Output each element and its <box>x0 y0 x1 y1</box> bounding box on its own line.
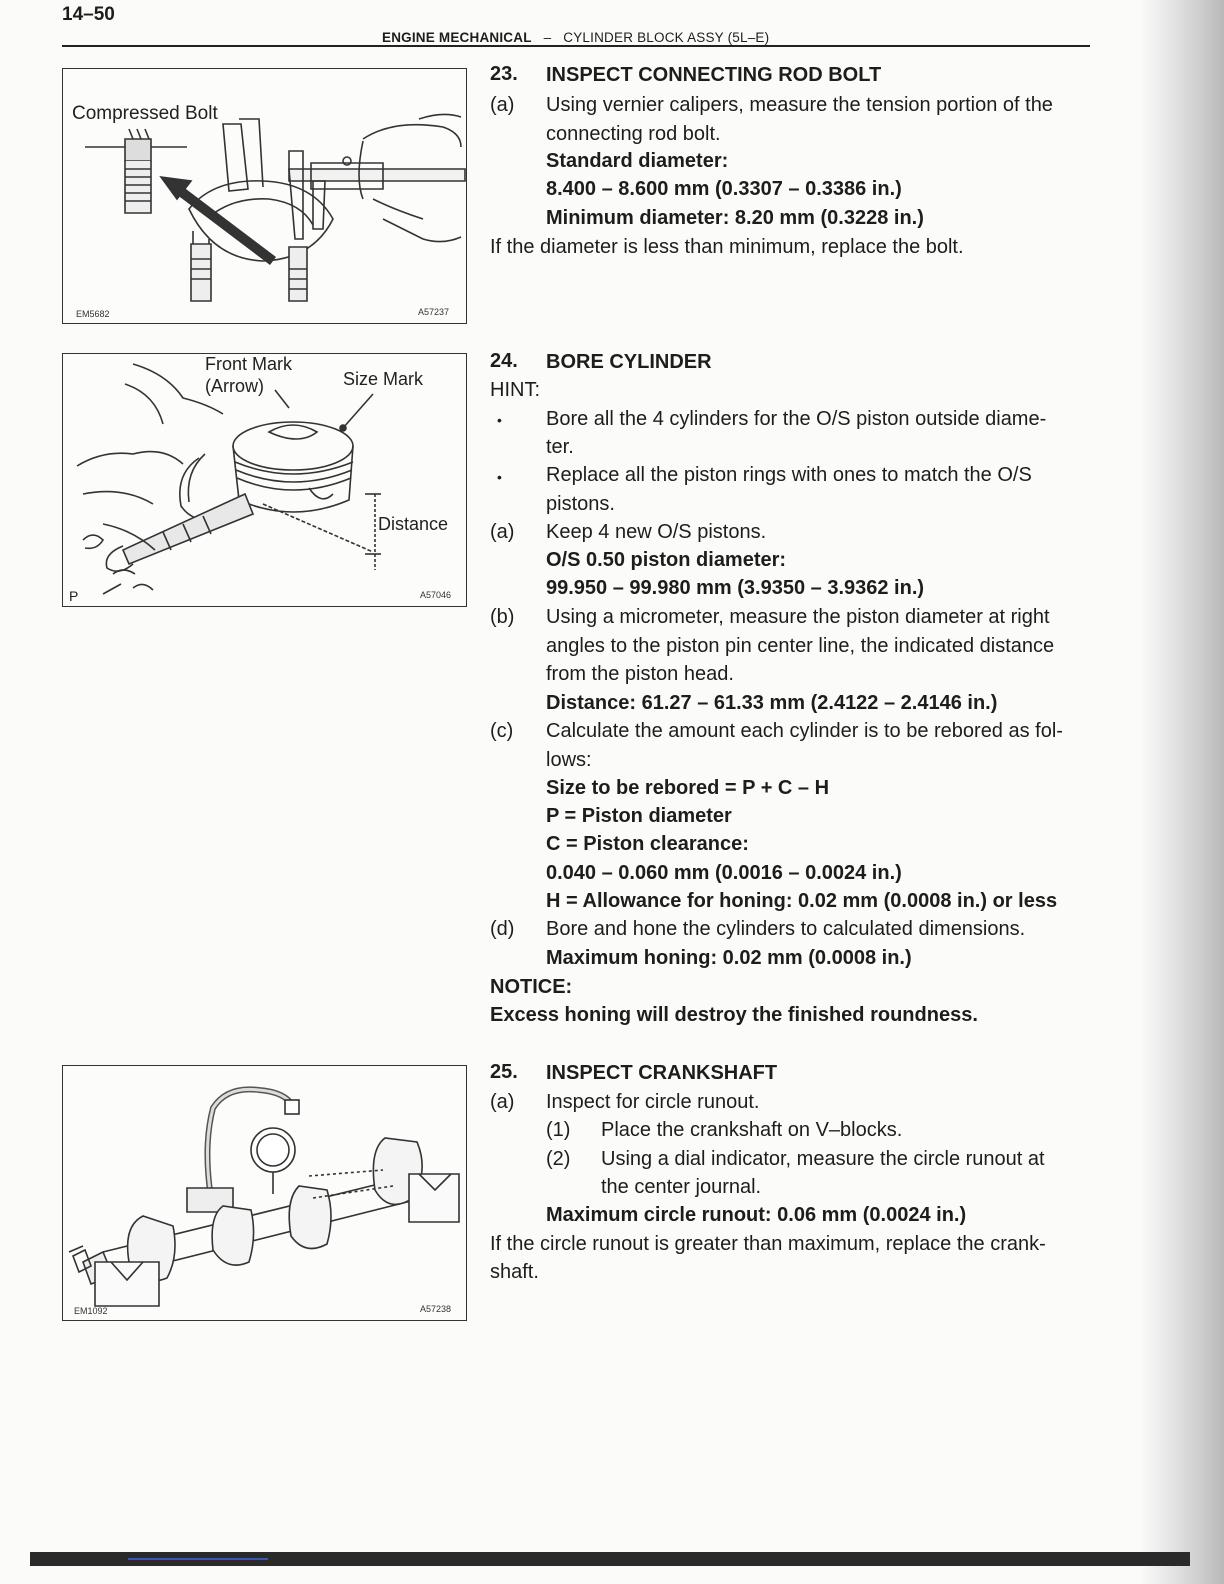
step-24-h-definition: H = Allowance for honing: 0.02 mm (0.0008 in.) or less <box>546 890 1058 912</box>
step-25-sub-1-text: Place the crankshaft on V–blocks. <box>601 1119 903 1141</box>
step-23-standard-label: Standard diameter: <box>546 150 729 172</box>
step-25-note-line-1: If the circle runout is greater than maximum, replace the crank- <box>490 1233 1046 1255</box>
step-24-hint: HINT: <box>490 379 540 401</box>
figure-connecting-rod-bolt <box>62 68 467 324</box>
step-24-os-label: O/S 0.50 piston diameter: <box>546 549 787 571</box>
step-23-a-line-1: Using vernier calipers, measure the tension portion of the <box>546 94 1053 116</box>
step-24-c-definition: C = Piston clearance: <box>546 833 749 855</box>
step-23-minimum-value: Minimum diameter: 8.20 mm (0.3228 in.) <box>546 207 924 229</box>
step-24-b-line-2: angles to the piston pin center line, the indicated distance <box>546 635 1055 657</box>
step-25-title: INSPECT CRANKSHAFT <box>546 1062 778 1084</box>
figure-label-p: P <box>69 588 79 604</box>
header-separator: – <box>543 30 552 45</box>
step-24-d-line-1: Bore and hone the cylinders to calculated dimensions. <box>546 918 1026 940</box>
step-25-sub-1-marker: (1) <box>546 1119 571 1141</box>
step-24-distance-value: Distance: 61.27 – 61.33 mm (2.4122 – 2.4146 in.) <box>546 692 998 714</box>
step-23-title: INSPECT CONNECTING ROD BOLT <box>546 64 882 86</box>
figure-code-left: EM1092 <box>74 1306 108 1316</box>
step-24-bullet-1-line-1: Bore all the 4 cylinders for the O/S piston outside diame- <box>546 408 1047 430</box>
header-subsection: CYLINDER BLOCK ASSY (5L–E) <box>563 30 770 45</box>
figure-code-left: EM5682 <box>76 309 110 319</box>
step-24-number: 24. <box>490 350 518 372</box>
step-23-a-line-2: connecting rod bolt. <box>546 123 721 145</box>
step-24-c-line-2: lows: <box>546 749 592 771</box>
step-23-number: 23. <box>490 63 518 85</box>
step-25-a-line-1: Inspect for circle runout. <box>546 1091 760 1113</box>
step-24-b-line-3: from the piston head. <box>546 663 734 685</box>
step-24-title: BORE CYLINDER <box>546 351 712 373</box>
step-25-number: 25. <box>490 1061 518 1083</box>
step-23-note: If the diameter is less than minimum, replace the bolt. <box>490 236 964 258</box>
step-25-sub-2-line-1: Using a dial indicator, measure the circle runout at <box>601 1148 1045 1170</box>
step-24-notice-text: Excess honing will destroy the finished roundness. <box>490 1004 978 1026</box>
figure-label-distance: Distance <box>378 514 449 534</box>
figure-label-compressed-bolt: Compressed Bolt <box>72 103 218 124</box>
page-header <box>382 30 769 45</box>
figure-code-right: A57238 <box>420 1304 452 1314</box>
step-24-p-definition: P = Piston diameter <box>546 805 732 827</box>
step-23-a-marker: (a) <box>490 94 515 116</box>
page-number: 14–50 <box>62 4 115 25</box>
figure-bore-cylinder <box>62 353 467 607</box>
step-24-c-value: 0.040 – 0.060 mm (0.0016 – 0.0024 in.) <box>546 862 902 884</box>
step-24-notice-label: NOTICE: <box>490 976 573 998</box>
step-24-max-honing: Maximum honing: 0.02 mm (0.0008 in.) <box>546 947 912 969</box>
step-24-c-marker: (c) <box>490 720 514 742</box>
step-24-bullet-2-line-1: Replace all the piston rings with ones to match the O/S <box>546 464 1032 486</box>
step-24-c-line-1: Calculate the amount each cylinder is to be rebored as fol- <box>546 720 1063 742</box>
figure-label-size-mark: Size Mark <box>343 369 424 389</box>
crankshaft-dial-indicator-illustration <box>63 1066 466 1320</box>
step-25-note-line-2: shaft. <box>490 1261 539 1283</box>
step-23-standard-value: 8.400 – 8.600 mm (0.3307 – 0.3386 in.) <box>546 178 902 200</box>
step-24-a-line-1: Keep 4 new O/S pistons. <box>546 521 767 543</box>
bullet-icon: • <box>497 412 502 428</box>
step-25-sub-2-line-2: the center journal. <box>601 1176 762 1198</box>
step-25-a-marker: (a) <box>490 1091 515 1113</box>
figure-code-right: A57237 <box>418 307 450 317</box>
step-25-sub-2-marker: (2) <box>546 1148 571 1170</box>
step-24-formula: Size to be rebored = P + C – H <box>546 777 830 799</box>
figure-inspect-crankshaft <box>62 1065 467 1321</box>
piston-micrometer-illustration <box>63 354 466 606</box>
header-rule <box>62 45 1090 47</box>
step-24-b-marker: (b) <box>490 606 515 628</box>
bottom-link-mark <box>128 1558 268 1560</box>
figure-code-right: A57046 <box>420 590 452 600</box>
step-25-max-runout: Maximum circle runout: 0.06 mm (0.0024 in.) <box>546 1204 967 1226</box>
header-section: ENGINE MECHANICAL <box>382 30 532 45</box>
step-24-bullet-1-line-2: ter. <box>546 436 574 458</box>
bullet-icon: • <box>497 469 502 485</box>
figure-label-front-mark: Front Mark <box>205 354 293 374</box>
step-24-d-marker: (d) <box>490 918 515 940</box>
step-24-a-marker: (a) <box>490 521 515 543</box>
step-24-os-value: 99.950 – 99.980 mm (3.9350 – 3.9362 in.) <box>546 577 925 599</box>
step-24-bullet-2-line-2: pistons. <box>546 493 615 515</box>
figure-label-arrow: (Arrow) <box>205 376 264 396</box>
step-24-b-line-1: Using a micrometer, measure the piston diameter at right <box>546 606 1050 628</box>
page-edge-shadow <box>1140 0 1224 1584</box>
